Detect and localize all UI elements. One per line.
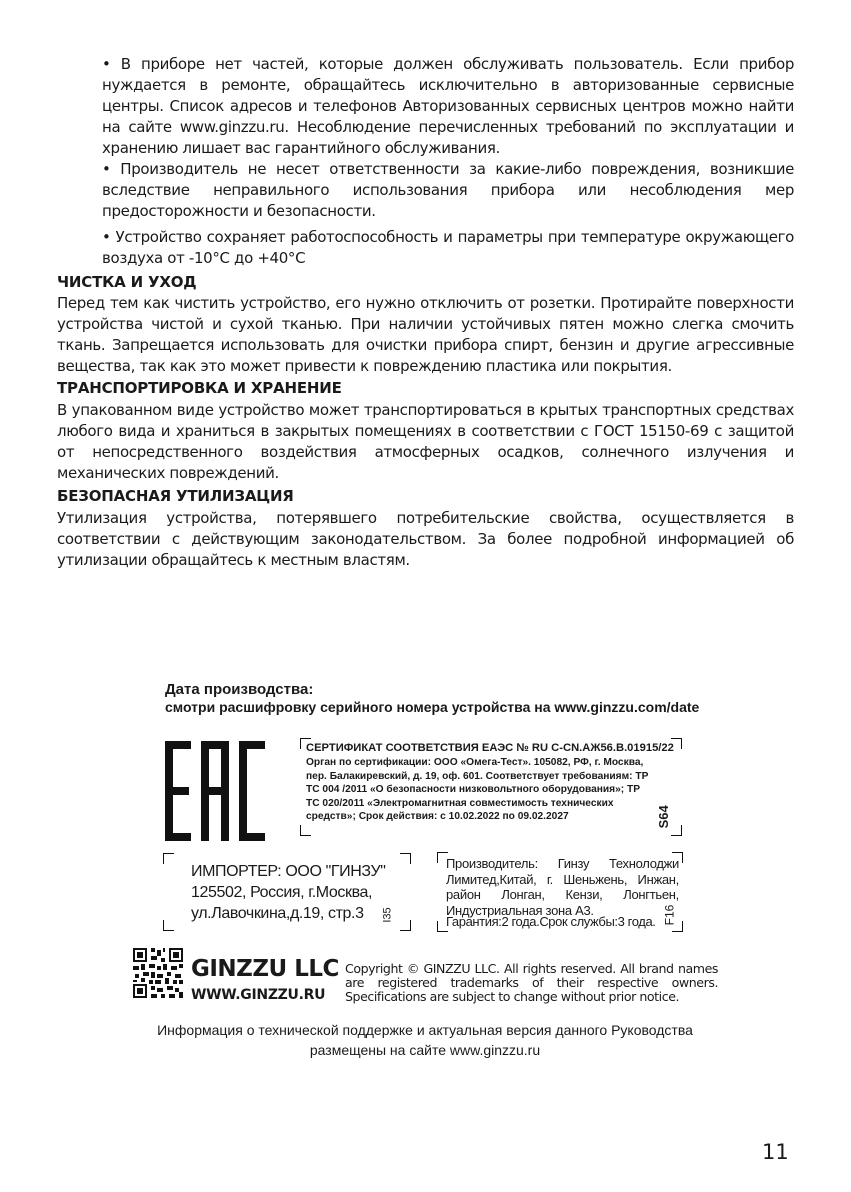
importer-city: 125502, Россия, г.Москва,	[191, 884, 373, 901]
production-date-title: Дата производства:	[165, 681, 314, 698]
section-text-cleaning: Перед тем как чистить устройство, его нужно отключить от розетки. Протирайте поверхности устройства чистой и сухой тканью. При наличии устойчивых пятен можно слегка смочить ткань. Запрещается использовать для очистки прибора спирт, бензин и другие агрессивные вещества, так как это может привести к повреждению пластика или покрытия.	[57, 294, 794, 375]
certificate-header: СЕРТИФИКАТ СООТВЕТСТВИЯ ЕАЭС № RU C-CN.АЖ56.В.01915/22	[306, 742, 674, 754]
qr-code-icon	[133, 948, 183, 998]
support-line-2: размещены на сайте www.ginzzu.ru	[309, 1042, 541, 1058]
section-title-disposal: БЕЗОПАСНАЯ УТИЛИЗАЦИЯ	[57, 487, 294, 505]
manufacturer-warranty: Гарантия:2 года.Срок службы:3 года.	[446, 914, 656, 929]
importer-street: ул.Лавочкина,д.19, стр.3	[191, 905, 364, 922]
copyright-notice: Copyright © GINZZU LLC. All rights reserved. All brand names are registered trademarks of their respective owners. Specifications are subject to change without prior notice.	[345, 961, 718, 1004]
brand-name: GINZZU LLC	[191, 956, 339, 982]
manufacturer-code: F16	[662, 904, 677, 926]
section-text-disposal: Утилизация устройства, потерявшего потребительские свойства, осуществляется в соответствии с действующим законодательством. За более подробной информацией об утилизации обращайтесь к местным властям.	[57, 509, 794, 569]
paragraph-temperature: • Устройство сохраняет работоспособность и параметры при температуре окружающего воздуха от -10°C до +40°C	[102, 228, 794, 267]
section-title-transport: ТРАНСПОРТИРОВКА И ХРАНЕНИЕ	[57, 379, 342, 397]
paragraph-liability: • Производитель не несет ответственности за какие-либо повреждения, возникшие вследствие неправильного использования прибора или несоблюдения мер предосторожности и безопасности.	[102, 160, 794, 220]
certificate-block	[300, 738, 682, 836]
manufacturer-block	[437, 852, 683, 932]
section-text-transport: В упакованном виде устройство может транспортироваться в крытых транспортных средствах любого вида и храниться в закрытых помещениях в соответствии с ГОСТ 15150-69 с защитой от непосредственного воздействия атмосферных осадков, солнечного излучения и механических повреждений.	[57, 401, 794, 482]
importer-block	[163, 853, 411, 931]
certificate-body: Орган по сертификации: ООО «Омега-Тест». 105082, РФ, г. Москва, пер. Балакиревский, д. 19, оф. 601. Соответствует требованиям: ТР ТС 004 /2011 «О безопасности низковольтного оборудования»; ТР ТС 020/2011 «Электромагнитная совместимость технических средств»; Срок действия: с 10.02.2022 по 09.02.2027	[306, 757, 649, 823]
brand-url: WWW.GINZZU.RU	[191, 987, 326, 1003]
support-line-1: Информация о технической поддержке и актуальная версия данного Руководства	[157, 1022, 693, 1038]
manufacturer-address: Производитель: Гинзу Технолоджи Лимитед,Китай, г. Шеньжень, Инжан, район Лонган, Кензи, Лонгтьен, Индустриальная зона А3.	[446, 856, 679, 918]
support-info	[100, 1020, 750, 1060]
section-title-cleaning: ЧИСТКА И УХОД	[57, 273, 197, 291]
page-number: 11	[762, 1140, 789, 1164]
certificate-code: S64	[655, 805, 671, 829]
production-date-subtitle: смотри расшифровку серийного номера устройства на www.ginzzu.com/date	[165, 699, 700, 715]
eac-mark-icon	[165, 741, 265, 841]
importer-code: I35	[381, 907, 394, 923]
paragraph-service: • В приборе нет частей, которые должен обслуживать пользователь. Если прибор нуждается в ремонте, обращайтесь исключительно в авторизованные сервисные центры. Список адресов и телефонов Авторизованных сервисных центров можно найти на сайте www.ginzzu.ru. Несоблюдение перечисленных требований по эксплуатации и хранению лишает вас гарантийного обслуживания.	[102, 55, 794, 157]
importer-name: ИМПОРТЕР: ООО "ГИНЗУ"	[191, 863, 386, 880]
